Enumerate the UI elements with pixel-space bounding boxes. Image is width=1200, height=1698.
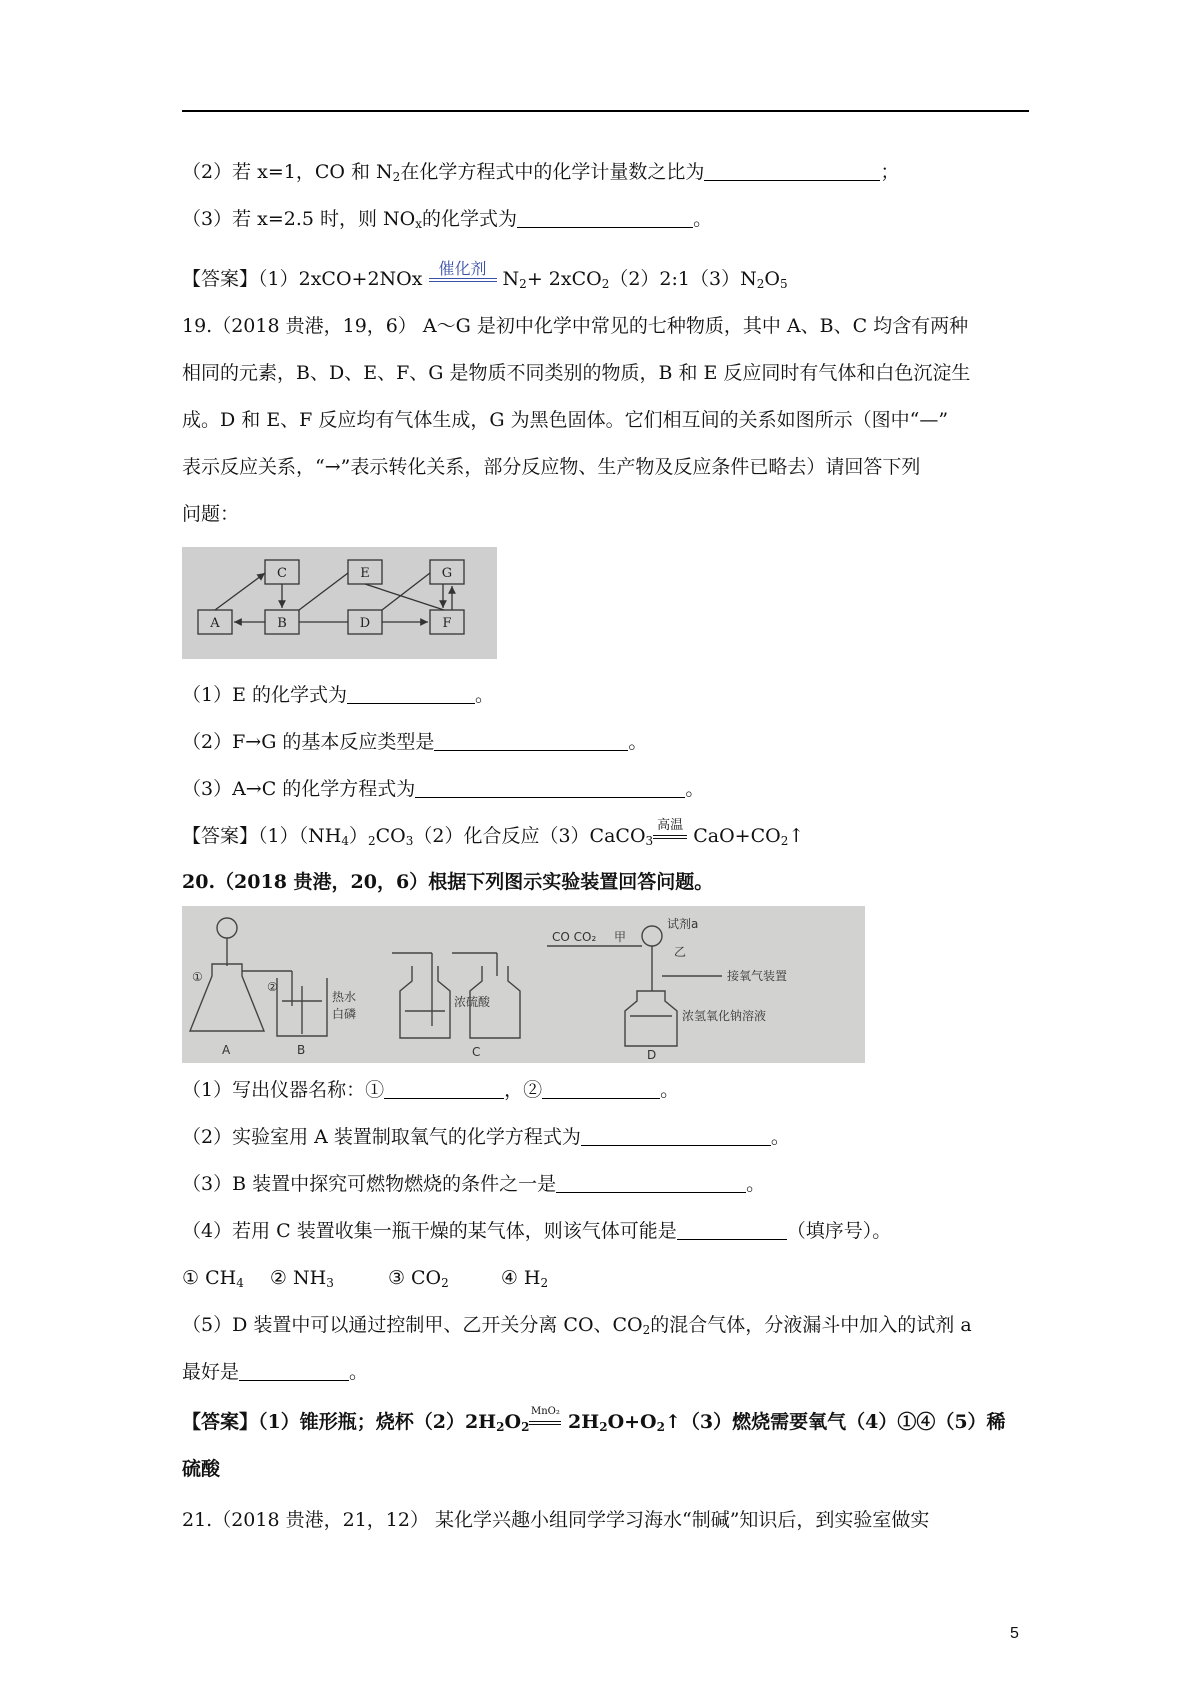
q21-line1: 21.（2018 贵港，21，12） 某化学兴趣小组同学学习海水“制碱”知识后，到实验室做实 [182, 1509, 930, 1531]
q18-answer: 【答案】（1）2xCO+2NOx 催化剂 $N_2+$ $2xCO_2(2)2:1(3)N_2O_5$ [182, 258, 788, 291]
reaction-condition: 高温 [653, 818, 687, 839]
apparatus-c-label: C [472, 1045, 481, 1059]
node-c: C [277, 566, 287, 581]
node-d: D [359, 616, 371, 631]
answer-blank [517, 209, 693, 228]
answer-blank [434, 732, 628, 751]
answer-blank [347, 685, 475, 704]
q20-sub5: （5）D 装置中可以通过控制甲、乙开关分离 CO、$CO_2$的混合气体，分液漏斗中加入的试剂 a [182, 1314, 972, 1337]
q19-sub2: （2）F→G 的基本反应类型是 。 [182, 731, 648, 753]
q20-sub1: （1）写出仪器名称：① ，② 。 [182, 1079, 680, 1101]
option-4: ④ $H_2$ [500, 1267, 549, 1290]
option-1: ① $CH_4$ [182, 1267, 244, 1290]
answer-blank [704, 162, 880, 181]
label-conc-sulfuric-acid: 浓硫酸 [454, 995, 491, 1009]
q19-line5: 问题： [182, 503, 240, 525]
label-gas-collector: 接氧气装置 [727, 969, 788, 983]
q19-sub1: （1）E 的化学式为 。 [182, 684, 495, 706]
label-naoh-solution: 浓氢氧化钠溶液 [682, 1009, 767, 1023]
q20-options [182, 1266, 548, 1290]
q19-line3: 成。D 和 E、F 反应均有气体生成，G 为黑色固体。它们相互间的关系如图所示（图中“—” [182, 409, 949, 431]
page-number: 5 [1010, 1625, 1019, 1642]
apparatus-d-label: D [647, 1048, 657, 1062]
label-instrument-1: ① [192, 970, 203, 984]
q20-apparatus-figure [182, 906, 865, 1063]
q20-answer-cont: 硫酸 [182, 1458, 221, 1480]
reaction-condition: 催化剂 [429, 261, 497, 282]
reaction-condition: MnO₂ [529, 1404, 561, 1425]
label-instrument-2: ② [267, 980, 278, 994]
node-a: A [210, 616, 220, 631]
apparatus-a-label: A [222, 1043, 231, 1057]
apparatus-b-label: B [297, 1043, 306, 1057]
option-3: ③ $CO_2$ [387, 1267, 449, 1290]
node-f: F [442, 616, 452, 631]
option-2: ② $NH_3$ [269, 1267, 334, 1290]
answer-blank [415, 779, 685, 798]
q19-answer: 【答案】$(1)(NH_4)_2CO_3(2)$化合反应（3）CaCO$_3$ 高温 $CaO+CO_2↑$ [182, 817, 805, 848]
q20-sub3: （3）B 装置中探究可燃物燃烧的条件之一是 。 [182, 1173, 766, 1195]
label-valve-yi: 乙 [674, 945, 687, 959]
node-e: E [360, 566, 370, 581]
label-gas-inlet: CO CO₂ [552, 930, 597, 944]
q19-line2: 相同的元素，B、D、E、F、G 是物质不同类别的物质，B 和 E 反应同时有气体和白色沉淀生 [182, 362, 971, 384]
q18-part3: （3）若 x=2.5 时，则 $NO_x$的化学式为 。 [182, 208, 713, 231]
q18-part2: （2）若 x=1，CO 和 $N_2$在化学方程式中的化学计量数之比为 ； [182, 161, 900, 184]
label-reagent-a: 试剂a [667, 917, 699, 931]
answer-blank [542, 1080, 660, 1099]
q19-line1: 19.（2018 贵港，19，6） A～G 是初中化学中常见的七种物质，其中 A、B、C 均含有两种 [182, 315, 969, 337]
label-white-phosphorus: 白磷 [332, 1007, 357, 1021]
answer-blank [677, 1221, 787, 1240]
answer-blank [581, 1127, 771, 1146]
q20-line1: 20.（2018 贵港，20，6）根据下列图示实验装置回答问题。 [182, 871, 714, 893]
q20-sub4: （4）若用 C 装置收集一瓶干燥的某气体，则该气体可能是 （填序号）。 [182, 1220, 892, 1242]
node-b: B [277, 616, 287, 631]
header-rule [182, 110, 1029, 112]
q19-relation-diagram [182, 547, 497, 659]
q19-line4: 表示反应关系，“→”表示转化关系，部分反应物、生产物及反应条件已略去）请回答下列 [182, 456, 921, 478]
label-valve-jia: 甲 [614, 930, 627, 944]
q20-sub2: （2）实验室用 A 装置制取氧气的化学方程式为 。 [182, 1126, 790, 1148]
answer-blank [556, 1174, 746, 1193]
q20-answer: 【答案】（1）锥形瓶；烧杯$(2)2H_2O_2$ MnO₂ $2H_2O+O_2↑(3)$燃烧需要氧气（4）①④（5）稀 [182, 1405, 1006, 1434]
node-g: G [441, 566, 453, 581]
answer-blank [384, 1080, 504, 1099]
q19-sub3: （3）A→C 的化学方程式为 。 [182, 778, 705, 800]
answer-blank [239, 1362, 349, 1381]
label-hot-water: 热水 [332, 990, 357, 1004]
q20-sub5-cont: 最好是 。 [182, 1361, 369, 1383]
